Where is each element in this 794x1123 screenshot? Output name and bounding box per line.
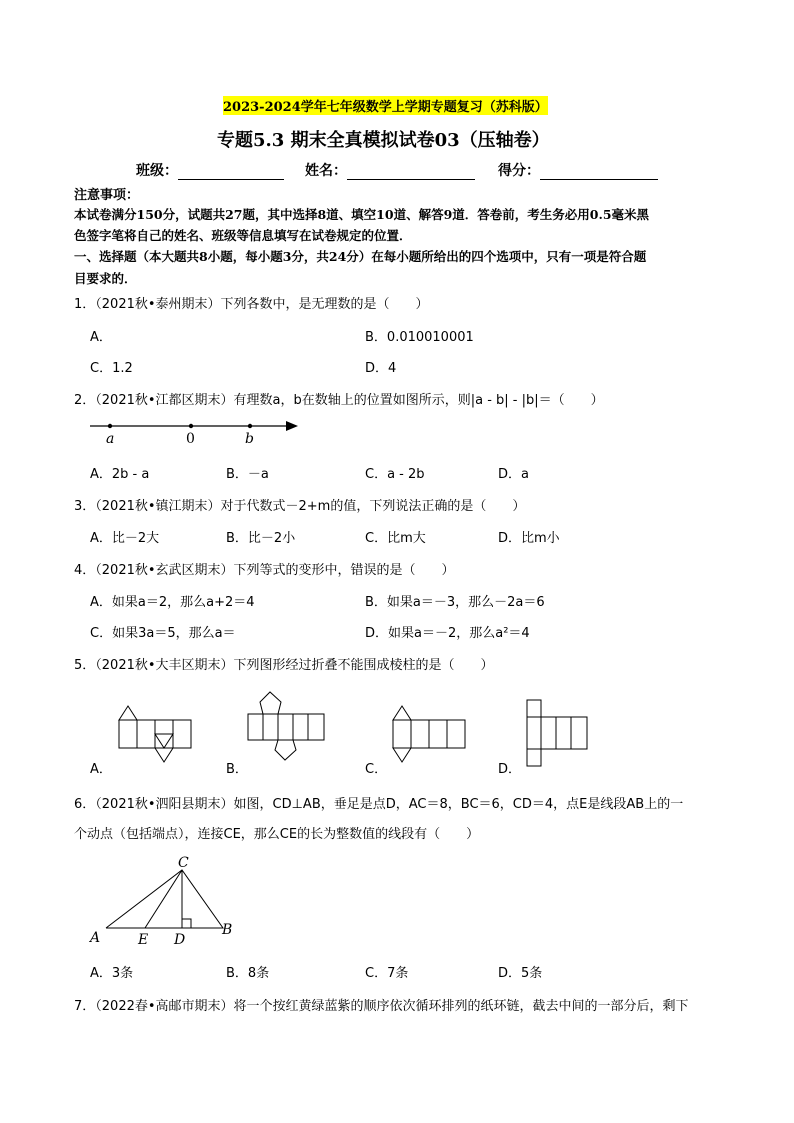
q6-option-b: B．8条 — [226, 966, 270, 981]
class-field — [136, 160, 284, 180]
score-field — [498, 160, 658, 180]
q5-option-b: B． — [226, 762, 248, 777]
q6-stem-line-2: 个动点（包括端点），连接CE，那么CE的长为整数值的线段有（ ） — [74, 827, 480, 842]
name-blank — [347, 165, 475, 180]
q2-option-d: D．a — [498, 467, 529, 482]
q4-stem: 4．（2021秋•玄武区期末）下列等式的变形中，错误的是（ ） — [74, 563, 455, 578]
score-label: 得分： — [498, 163, 540, 179]
q1-option-c: C．1.2 — [90, 361, 133, 376]
label-d: D — [174, 932, 186, 948]
q2-option-c: C．a - 2b — [365, 467, 425, 482]
q6-option-a: A．3条 — [90, 966, 134, 981]
notice-line-2: 色签字笔将自己的姓名、班级等信息填写在试卷规定的位置． — [74, 228, 412, 243]
point-zero — [189, 424, 193, 428]
axis-label-b: b — [245, 431, 254, 447]
number-line-arrow — [286, 421, 298, 431]
net-c-bottom-triangle — [392, 704, 466, 768]
name-field — [305, 160, 475, 180]
q3-option-a: A．比－2大 — [90, 531, 160, 546]
q6-option-c: C．7条 — [365, 966, 409, 981]
q4-option-b: B．如果a＝－3，那么－2a＝6 — [365, 595, 545, 610]
q2-option-a: A．2b - a — [90, 467, 150, 482]
q2-stem: 2．（2021秋•江都区期末）有理数a，b在数轴上的位置如图所示，则|a - b| - |b|＝（ ） — [74, 393, 604, 408]
q4-option-a: A．如果a＝2，那么a+2＝4 — [90, 595, 255, 610]
net-d-figure — [526, 699, 590, 769]
triangle-figure — [86, 852, 246, 952]
notice-line-1: 本试卷满分150分，试题共27题，其中选择8道、填空10道、解答9道．答卷前，考生务必用0.5毫米黑 — [74, 207, 650, 222]
q4-option-c: C．如果3a＝5，那么a＝ — [90, 626, 236, 641]
label-c: C — [178, 855, 189, 871]
point-b — [248, 424, 252, 428]
axis-label-a: a — [106, 431, 115, 447]
label-a: A — [90, 930, 101, 946]
q5-stem: 5．（2021秋•大丰区期末）下列图形经过折叠不能围成棱柱的是（ ） — [74, 658, 494, 673]
point-a — [108, 424, 112, 428]
q1-option-d: D．4 — [365, 361, 397, 376]
notice-heading: 注意事项： — [74, 188, 140, 203]
section-heading-line-1: 一、选择题（本大题共8小题，每小题3分，共24分）在每小题所给出的四个选项中，只有一项是符合题 — [74, 249, 647, 264]
q1-option-a: A． — [90, 330, 112, 345]
number-line-figure — [88, 414, 303, 450]
q5-option-c: C． — [365, 762, 388, 777]
q3-option-b: B．比－2小 — [226, 531, 296, 546]
label-b: B — [222, 922, 233, 938]
net-a-bottom-triangle — [118, 704, 192, 768]
label-e: E — [138, 932, 149, 948]
section-heading-line-2: 目要求的． — [74, 271, 137, 286]
q3-stem: 3．（2021秋•镇江期末）对于代数式－2+m的值，下列说法正确的是（ ） — [74, 499, 526, 514]
name-label: 姓名： — [305, 163, 347, 179]
score-blank — [540, 165, 658, 180]
q4-option-d: D．如果a＝－2，那么a²＝4 — [365, 626, 530, 641]
q5-option-d: D． — [498, 762, 522, 777]
q7-stem: 7．（2022春•高邮市期末）将一个按红黄绿蓝紫的顺序依次循环排列的纸环链，截去中间的一部分后，剩下 — [74, 999, 689, 1014]
q1-stem: 1．（2021秋•泰州期末）下列各数中，是无理数的是（ ） — [74, 297, 429, 312]
q1-option-b: B．0.010010001 — [365, 330, 474, 345]
q5-option-a: A． — [90, 762, 112, 777]
q6-option-d: D．5条 — [498, 966, 543, 981]
class-label: 班级： — [136, 163, 178, 179]
q3-option-c: C．比m大 — [365, 531, 426, 546]
series-banner: 2023-2024学年七年级数学上学期专题复习（苏科版） — [223, 96, 548, 115]
axis-label-zero: 0 — [186, 431, 195, 447]
q2-option-b: B．－a — [226, 467, 269, 482]
class-blank — [178, 165, 284, 180]
q3-option-d: D．比m小 — [498, 531, 560, 546]
page-title: 专题5.3 期末全真模拟试卷03（压轴卷） — [217, 130, 550, 151]
q6-stem-line-1: 6．（2021秋•泗阳县期末）如图，CD⊥AB，垂足是点D，AC＝8，BC＝6，CD＝4，点E是线段AB上的一 — [74, 797, 684, 812]
net-b-figure — [247, 690, 325, 762]
